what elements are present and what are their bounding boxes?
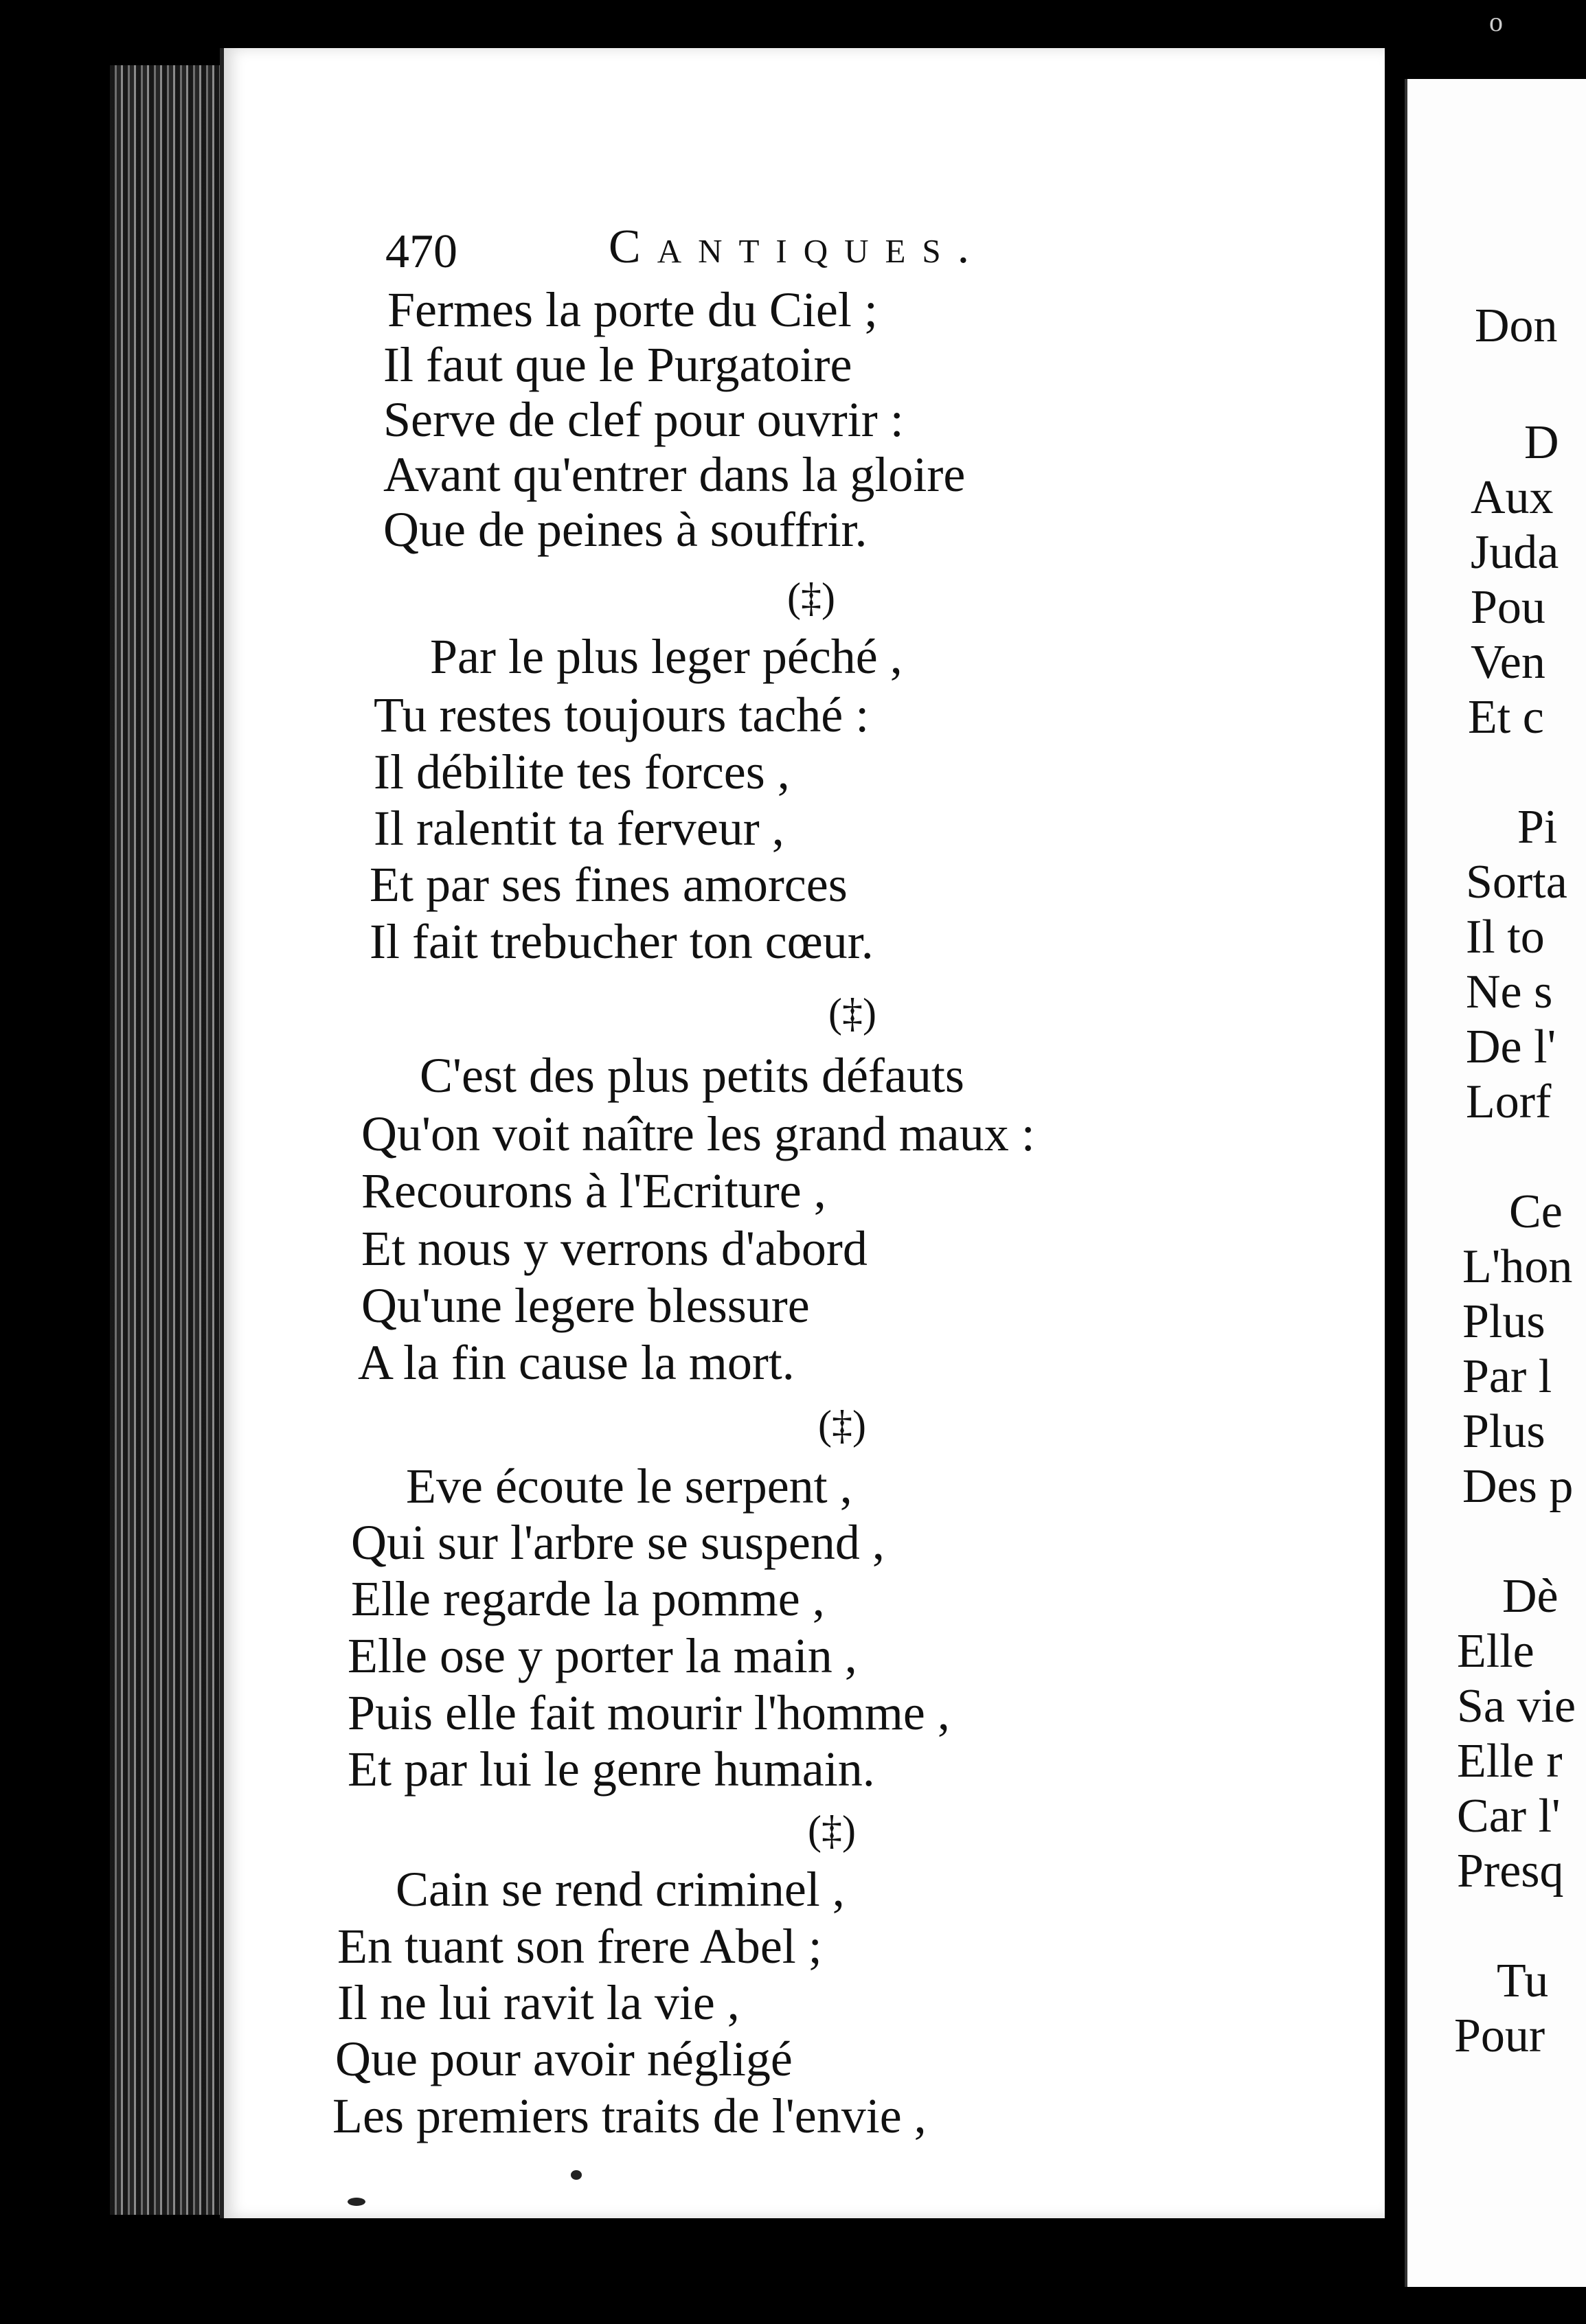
verse-mark: (‡) [808, 1808, 856, 1853]
facing-line: Aux [1471, 471, 1554, 524]
facing-line: Pi [1517, 801, 1558, 854]
facing-line: Elle [1457, 1625, 1534, 1678]
facing-line: Sa vie [1457, 1680, 1576, 1733]
facing-line: Lorf [1466, 1075, 1552, 1128]
facing-line: Pou [1471, 581, 1545, 634]
facing-line: De l' [1466, 1021, 1556, 1073]
verse-line: Serve de clef pour ouvrir : [383, 392, 904, 447]
verse-line: Avant qu'entrer dans la gloire [383, 447, 966, 502]
ink-smudge [571, 2170, 582, 2180]
facing-line: Ce [1509, 1185, 1563, 1238]
verse-line: Fermes la porte du Ciel ; [387, 282, 878, 337]
facing-line: Car l' [1457, 1790, 1561, 1843]
verse-line: Qui sur l'arbre se suspend , [351, 1515, 885, 1570]
verse-line: Les premiers traits de l'envie , [332, 2088, 927, 2143]
facing-line: D [1524, 416, 1559, 469]
facing-line: Sorta [1466, 856, 1567, 909]
page-edge-stack [110, 65, 227, 2215]
verse-line: Qu'une legere blessure [361, 1278, 810, 1333]
facing-line: Tu [1497, 1955, 1549, 2007]
verse-line: Il fait trebucher ton cœur. [370, 914, 874, 969]
facing-line: Juda [1471, 526, 1559, 579]
corner-mark: o [1489, 6, 1503, 37]
verse-mark: (‡) [828, 990, 876, 1036]
facing-line: Elle r [1457, 1735, 1563, 1788]
facing-line: Des p [1462, 1460, 1574, 1513]
page-number: 470 [385, 225, 457, 278]
ink-smudge [348, 2198, 365, 2206]
facing-line: Pour [1454, 2009, 1545, 2062]
verse-line: Qu'on voit naître les grand maux : [361, 1106, 1035, 1161]
verse-line: En tuant son frere Abel ; [337, 1919, 822, 1974]
facing-line: Et c [1468, 691, 1544, 744]
verse-line: A la fin cause la mort. [358, 1335, 795, 1390]
verse-line: Que de peines à souffrir. [383, 502, 868, 557]
verse-line: Et par lui le genre humain. [348, 1742, 875, 1797]
verse-mark: (‡) [818, 1402, 866, 1448]
verse-line: Eve écoute le serpent , [406, 1459, 852, 1514]
verse-line: Que pour avoir négligé [335, 2031, 793, 2086]
verse-line: Puis elle fait mourir l'homme , [348, 1685, 950, 1740]
facing-line: Dè [1502, 1570, 1559, 1623]
verse-line: Et par ses fines amorces [370, 857, 848, 912]
facing-line: Il to [1466, 911, 1545, 964]
facing-line: Plus [1462, 1405, 1545, 1458]
verse-line: Elle regarde la pomme , [351, 1571, 825, 1626]
verse-line: Par le plus leger péché , [430, 629, 903, 684]
facing-line: Ne s [1466, 966, 1553, 1018]
facing-line: Plus [1462, 1295, 1545, 1348]
facing-line: Ven [1471, 636, 1545, 689]
verse-line: Il débilite tes forces , [374, 744, 790, 799]
verse-line: Il ne lui ravit la vie , [337, 1975, 740, 2030]
running-head: Cantiques. [609, 220, 986, 273]
verse-line: Il ralentit ta ferveur , [374, 801, 784, 856]
verse-line: Cain se rend criminel , [396, 1862, 845, 1917]
verse-mark: (‡) [787, 575, 835, 620]
facing-page [1405, 79, 1586, 2287]
facing-line: Don [1475, 299, 1558, 352]
facing-line: Presq [1457, 1845, 1564, 1898]
facing-line: L'hon [1462, 1240, 1573, 1293]
verse-line: C'est des plus petits défauts [420, 1048, 964, 1103]
verse-line: Et nous y verrons d'abord [361, 1221, 868, 1276]
verse-line: Recourons à l'Ecriture , [361, 1163, 826, 1218]
verse-line: Tu restes toujours taché : [374, 687, 870, 742]
verse-line: Il faut que le Purgatoire [383, 337, 852, 392]
book-page [220, 48, 1385, 2218]
verse-line: Elle ose y porter la main , [348, 1628, 857, 1683]
facing-line: Par l [1462, 1350, 1552, 1403]
